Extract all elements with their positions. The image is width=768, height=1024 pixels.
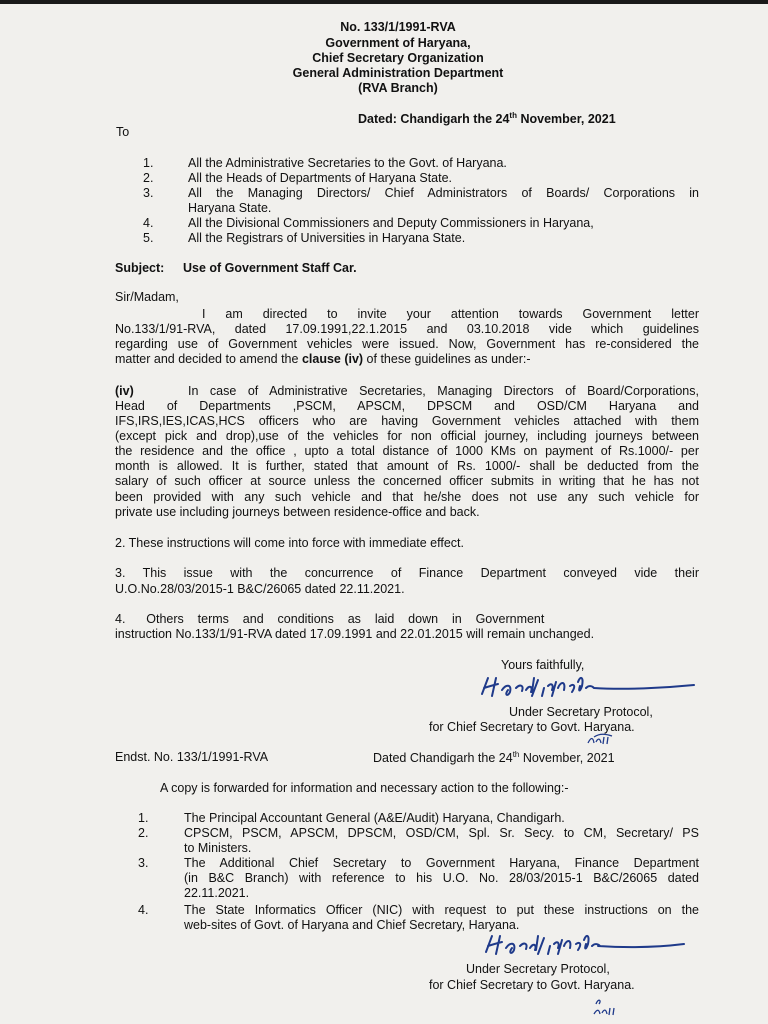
recipient-number: 4. — [143, 216, 154, 230]
subject-text: Use of Government Staff Car. — [183, 261, 357, 275]
signature1-for: for Chief Secretary to Govt. Haryana. — [429, 720, 635, 734]
copy-item-continued: web-sites of Govt. of Haryana and Chief Secretary, Haryana. — [184, 918, 520, 932]
copy-item: The Principal Accountant General (A&E/Audit) Haryana, Chandigarh. — [184, 811, 565, 825]
subject-label: Subject: — [115, 261, 165, 275]
signature1-designation: Under Secretary Protocol, — [509, 705, 653, 719]
copy-item-continued: to Ministers. — [184, 841, 252, 855]
para1-line: I am directed to invite your attention towards Government letter — [202, 307, 699, 321]
to-label: To — [116, 125, 130, 139]
para3-line: U.O.No.28/03/2015-1 B&C/26065 dated 22.11.2021. — [115, 582, 405, 596]
scan-top-edge — [0, 0, 768, 4]
para2: 2. These instructions will come into force with immediate effect. — [115, 536, 464, 550]
clause-label: (iv) — [115, 384, 134, 398]
endst-number: Endst. No. 133/1/1991-RVA — [115, 750, 269, 764]
copy-item: The State Informatics Officer (NIC) with request to put these instructions on the — [184, 903, 699, 917]
signature-image — [480, 928, 690, 964]
recipient-item: All the Divisional Commissioners and Deputy Commissioners in Haryana, — [188, 216, 594, 230]
clause-line: the residence and the office , upto a total distance of 1000 KMs on payment of Rs.1000/- per — [115, 444, 699, 458]
header-organization: Chief Secretary Organization — [312, 51, 484, 65]
copy-number: 1. — [138, 811, 149, 825]
endst-date: Dated Chandigarh the 24th November, 2021 — [373, 750, 615, 766]
header-branch: (RVA Branch) — [358, 81, 438, 95]
recipient-item: All the Managing Directors/ Chief Administrators of Boards/ Corporations in — [188, 186, 699, 200]
clause-line: In case of Administrative Secretaries, Managing Directors of Board/Corporations, — [188, 384, 699, 398]
recipient-item-continued: Haryana State. — [188, 201, 272, 215]
recipient-number: 3. — [143, 186, 154, 200]
copy-intro: A copy is forwarded for information and necessary action to the following:- — [160, 781, 569, 795]
copy-item-continued: 22.11.2021. — [184, 886, 250, 900]
clause-line: Head of Departments ,PSCM, APSCM, DPSCM and OSD/CM Haryana and — [115, 399, 699, 413]
para4-line: 4. Others terms and conditions as laid down in Government — [115, 612, 545, 626]
clause-line: (except pick and drop),use of the vehicles for non official journey, including journeys between — [115, 429, 699, 443]
recipient-item: All the Administrative Secretaries to the Govt. of Haryana. — [188, 156, 507, 170]
recipient-item: All the Registrars of Universities in Haryana State. — [188, 231, 466, 245]
recipient-number: 1. — [143, 156, 154, 170]
recipient-number: 5. — [143, 231, 154, 245]
initials-mark — [590, 996, 626, 1018]
initials-mark — [586, 733, 620, 747]
para3-line: 3. This issue with the concurrence of Finance Department conveyed vide their — [115, 566, 699, 580]
header-government: Government of Haryana, — [325, 36, 471, 50]
copy-item-continued: (in B&C Branch) with reference to his U.O. No. 28/03/2015-1 B&C/26065 dated — [184, 871, 699, 885]
copy-number: 3. — [138, 856, 149, 870]
copy-number: 4. — [138, 903, 149, 917]
para1-line: matter and decided to amend the clause (iv) of these guidelines as under:- — [115, 352, 531, 366]
copy-item: CPSCM, PSCM, APSCM, DPSCM, OSD/CM, Spl. Sr. Secy. to CM, Secretary/ PS — [184, 826, 699, 840]
clause-line: IFS,IRS,IES,ICAS,HCS officers who are having Government vehicles attached with them — [115, 414, 699, 428]
salutation: Sir/Madam, — [115, 290, 179, 304]
clause-line: private use including journeys between residence-office and back. — [115, 505, 480, 519]
recipient-number: 2. — [143, 171, 154, 185]
signature2-for: for Chief Secretary to Govt. Haryana. — [429, 978, 635, 992]
para4-line: instruction No.133/1/91-RVA dated 17.09.1991 and 22.01.2015 will remain unchanged. — [115, 627, 595, 641]
header-department: General Administration Department — [292, 66, 504, 80]
para1-line: No.133/1/91-RVA, dated 17.09.1991,22.1.2015 and 03.10.2018 vide which guidelines — [115, 322, 699, 336]
letter-number: No. 133/1/1991-RVA — [340, 20, 456, 34]
copy-number: 2. — [138, 826, 149, 840]
copy-item: The Additional Chief Secretary to Government Haryana, Finance Department — [184, 856, 699, 870]
letter-date: Dated: Chandigarh the 24th November, 2021 — [358, 111, 616, 127]
clause-line: month is allowed. It is further, stated that amount of Rs. 1000/- shall be deducted from the — [115, 459, 699, 473]
signature2-designation: Under Secretary Protocol, — [466, 962, 610, 976]
para1-line: regarding use of Government vehicles were issued. Now, Government has re-considered the — [115, 337, 699, 351]
signature-image — [474, 668, 704, 708]
closing: Yours faithfully, — [501, 658, 585, 672]
clause-line: salary of such officer at source unless the concerned officer submits in writing that he has not — [115, 474, 699, 488]
clause-line: been provided with any such vehicle and that he/she does not use any such vehicle for — [115, 490, 699, 504]
recipient-item: All the Heads of Departments of Haryana State. — [188, 171, 453, 185]
